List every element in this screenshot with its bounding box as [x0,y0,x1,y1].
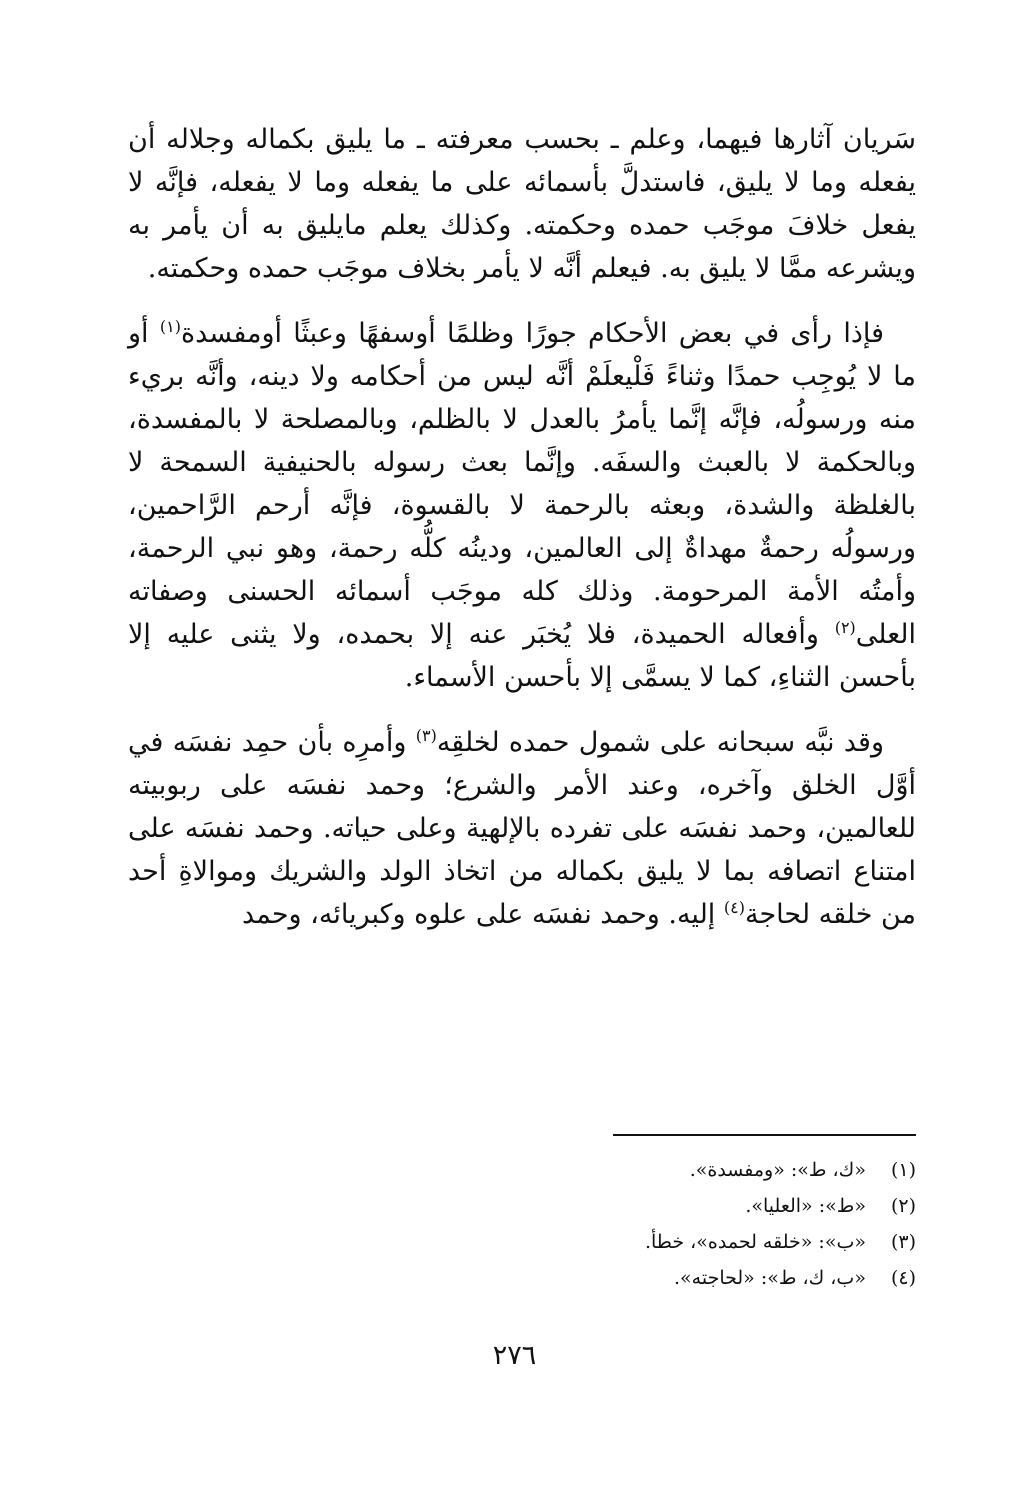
footnote-text: «ب، ك، ط»: «لحاجته». [674,1267,866,1289]
footnote-number: (٣) [890,1231,916,1253]
paragraph-1-text: سَريان آثارها فيهما، وعلم ـ بحسب معرفته ـ ما يليق بكماله وجلاله أن يفعله وما لا يليق، فاستدلَّ بأسمائه على ما يفعله وما لا يفعله، فإنَّه لا يفعل خلافَ موجَب حمده وحكمته. وكذلك يعلم مايليق به أن يأمر به ويشرعه ممَّا لا يليق به. فيعلم أنَّه لا يأمر بخلاف موجَب حمده وحكمته. [128,124,916,284]
footnote-number: (١) [890,1159,916,1181]
footnote-ref-3[interactable]: (٣) [415,726,437,745]
paragraph-2-text-a: فإذا رأى في بعض الأحكام جورًا وظلمًا أوسفهًا وعبثًا أومفسدة [180,318,884,349]
paragraph-2-text-c: وأفعاله الحميدة، فلا يُخبَر عنه إلا بحمده، ولا يثنى عليه إلا بأحسن الثناءِ، كما لا يسمَّى إلا بأحسن الأسماء. [128,619,916,693]
paragraph-2-text-b: أو ما لا يُوجِب حمدًا وثناءً فَلْيعلَمْ أنَّه ليس من أحكامه ولا دينه، وأنَّه بريء منه ورسولُه، فإنَّه إنَّما يأمرُ بالعدل لا بالظلم، وبالمصلحة لا بالمفسدة، وبالحكمة لا بالعبث والسفَه. وإنَّما بعث رسوله بالحنيفية السمحة لا بالغلظة والشدة، وبعثه بالرحمة لا بالقسوة، فإنَّه أرحم الرَّاحمين، ورسولُه رحمةٌ مهداةٌ إلى العالمين، ودينُه كلُّه رحمة، وهو نبي الرحمة، وأمتُه الأمة المرحومة. وذلك كله موجَب أسمائه الحسنى وصفاته العلى [128,318,916,650]
footnote-4 [560,1260,916,1296]
paragraph-3-text-b: وأمرِه بأن حمِد نفسَه في أوَّل الخلق وآخره، وعند الأمر والشرع؛ وحمد نفسَه على ربوبيته للعالمين، وحمد نفسَه على تفرده بالإلهية وعلى حياته. وحمد نفسَه على امتناع اتصافه بما لا يليق بكماله من اتخاذ الولد والشريك وموالاةِ أحد من خلقه لحاجة [128,727,916,930]
main-text [128,118,916,958]
paragraph-1 [128,118,916,290]
footnote-ref-1[interactable]: (١) [159,317,181,336]
paragraph-3-text-a: وقد نبَّه سبحانه على شمول حمده لخلقِه [436,727,884,758]
paragraph-3-text-c: إليه. وحمد نفسَه على علوه وكبريائه، وحمد [242,899,716,930]
page-number: ٢٧٦ [492,1340,537,1371]
footnote-text: «ب»: «خلقه لحمده»، خطأ. [644,1231,866,1253]
footnote-2 [560,1188,916,1224]
footnotes-list [560,1152,916,1296]
footnote-divider [613,1134,916,1136]
paragraph-3 [128,721,916,936]
footnote-text: «ك، ط»: «ومفسدة». [689,1159,866,1181]
paragraph-2 [128,312,916,699]
footnote-number: (٤) [890,1267,916,1289]
footnote-1 [560,1152,916,1188]
footnote-number: (٢) [890,1195,916,1217]
footnote-ref-2[interactable]: (٢) [834,618,856,637]
footnote-ref-4[interactable]: (٤) [723,898,745,917]
footnote-text: «ط»: «العليا». [745,1195,866,1217]
footnote-3 [560,1224,916,1260]
